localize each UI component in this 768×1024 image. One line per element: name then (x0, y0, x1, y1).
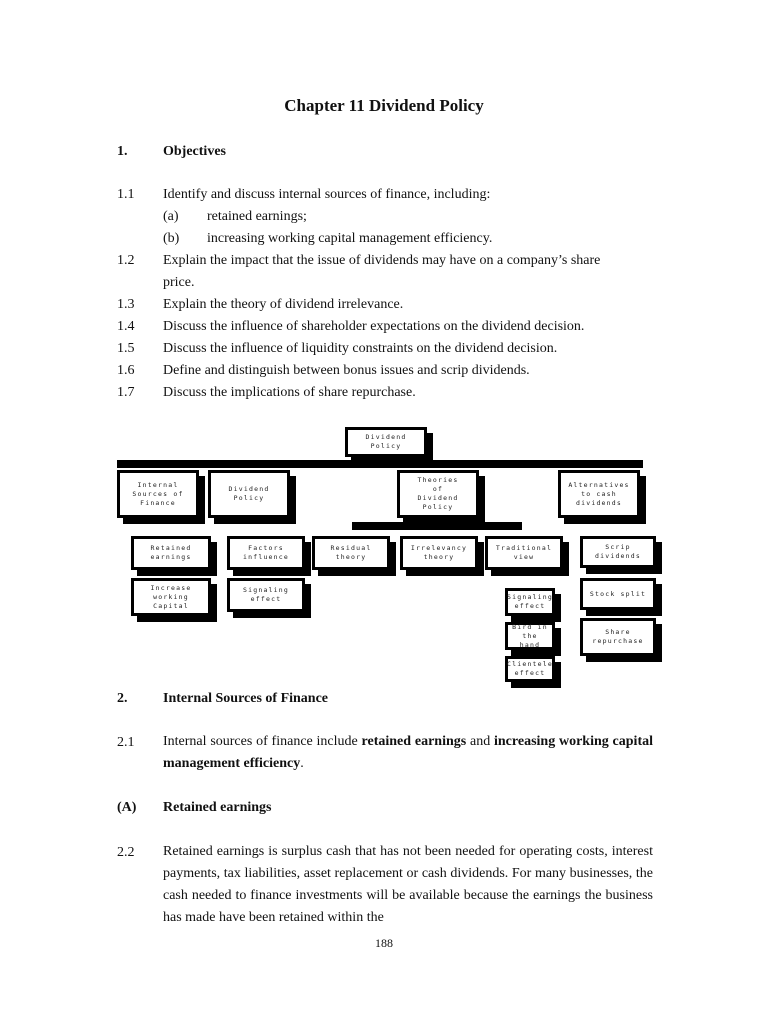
item-number: 1.4 (117, 319, 135, 334)
diagram-node-retained-earnings: Retained earnings (131, 536, 211, 570)
section-title: Internal Sources of Finance (163, 691, 329, 706)
item-number: 1.6 (117, 363, 135, 378)
diagram-node-residual-theory: Residual theory (312, 536, 390, 570)
item-number: 1.1 (117, 187, 135, 202)
item-number: 1.7 (117, 385, 135, 400)
section-number: (A) (117, 800, 137, 815)
sub-item-letter: (b) (163, 231, 180, 246)
item-text: Identify and discuss internal sources of finance, including: (163, 187, 491, 202)
diagram-node-bird-in-hand: Bird in the hand (505, 622, 555, 650)
diagram-node-irrelevancy-theory: Irrelevancy theory (400, 536, 478, 570)
diagram-node-scrip-dividends: Scrip dividends (580, 536, 656, 568)
item-text: Explain the theory of dividend irrelevance. (163, 297, 404, 312)
diagram-node-signaling-effect-1: Signaling effect (227, 578, 305, 612)
item-text: Define and distinguish between bonus issues and scrip dividends. (163, 363, 530, 378)
section-number: 2. (117, 691, 128, 706)
item-number: 1.2 (117, 253, 135, 268)
diagram-node-traditional-view: Traditional view (485, 536, 563, 570)
item-text: Discuss the influence of shareholder expectations on the dividend decision. (163, 319, 585, 334)
item-number: 2.2 (117, 845, 135, 860)
diagram-node-root: Dividend Policy (345, 427, 427, 457)
diagram-node-stock-split: Stock split (580, 578, 656, 610)
page-title: Chapter 11 Dividend Policy (284, 96, 484, 115)
diagram-node-share-repurchase: Share repurchase (580, 618, 656, 656)
item-text: Discuss the implications of share repurchase. (163, 385, 416, 400)
section-number: 1. (117, 144, 128, 159)
item-number: 1.5 (117, 341, 135, 356)
item-text: Explain the impact that the issue of dividends may have on a company’s share (163, 253, 601, 268)
diagram-node-dividend-policy: Dividend Policy (208, 470, 290, 518)
section-title: Objectives (163, 144, 226, 159)
diagram-node-signaling-effect-2: Signaling effect (505, 588, 555, 616)
paragraph-2-2: Retained earnings is surplus cash that has not been needed for operating costs, interest payments, tax liabilities, asset replacement or cash dividends. For many businesses, the cash needed to finance investments will be available because the earnings the business has made have been retained within the (163, 844, 653, 925)
diagram-node-internal-sources: Internal Sources of Finance (117, 470, 199, 518)
item-text: Discuss the influence of liquidity constraints on the dividend decision. (163, 341, 558, 356)
diagram-node-theories: Theories of Dividend Policy (397, 470, 479, 518)
item-number: 1.3 (117, 297, 135, 312)
page-number: 188 (375, 936, 393, 950)
diagram-node-alternatives: Alternatives to cash dividends (558, 470, 640, 518)
paragraph-2-1: Internal sources of finance include retained earnings and increasing working capital management efficiency. (163, 734, 653, 771)
item-text: price. (163, 275, 195, 290)
connector-level1-horizontal (117, 460, 643, 468)
diagram-node-factors-influence: Factors influence (227, 536, 305, 570)
diagram-node-increase-working-capital: Increase working Capital (131, 578, 211, 616)
sub-item-text: retained earnings; (207, 209, 307, 224)
item-number: 2.1 (117, 735, 135, 750)
sub-item-letter: (a) (163, 209, 179, 224)
diagram-node-clientele-effect: Clientele effect (505, 656, 555, 682)
section-title: Retained earnings (163, 800, 272, 815)
sub-item-text: increasing working capital management efficiency. (207, 231, 493, 246)
